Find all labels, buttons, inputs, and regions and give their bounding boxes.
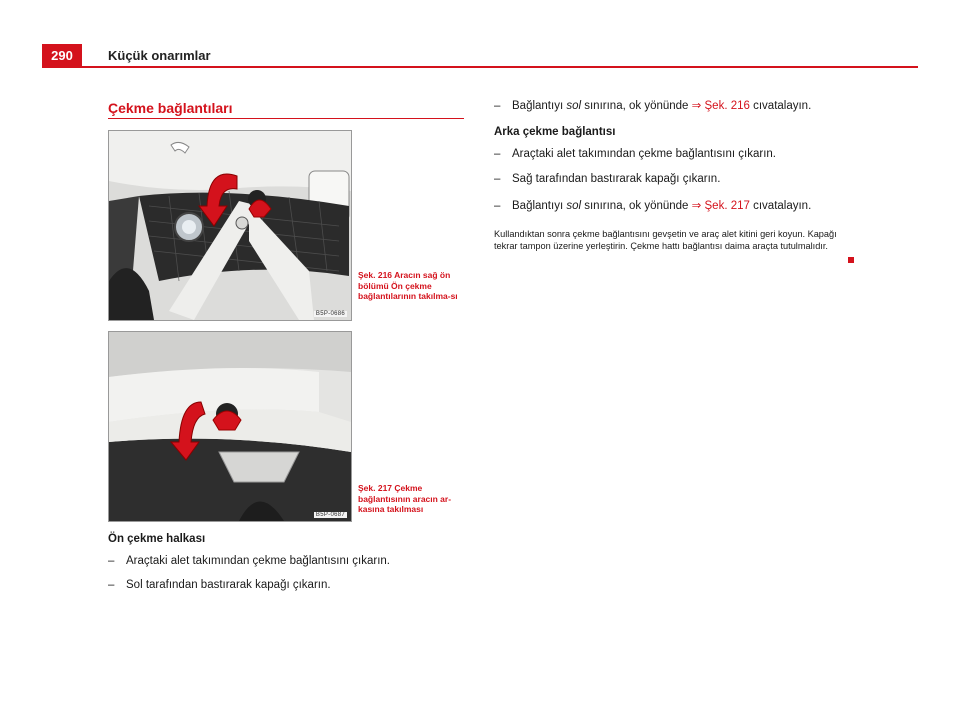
section-end-marker — [848, 257, 854, 263]
section-title: Çekme bağlantıları — [108, 100, 233, 116]
dash: – — [108, 579, 115, 591]
step-text: Araçtaki alet takımından çekme bağlantısını çıkarın. — [126, 555, 390, 567]
page-number: 290 — [42, 44, 82, 68]
step-suffix: cıvatalayın. — [749, 200, 812, 212]
figure-code: B5P-0686 — [315, 311, 345, 317]
right-step-1 — [494, 98, 811, 112]
cross-reference-arrow: ⇒ — [691, 200, 702, 212]
step-text: Sağ tarafından bastırarak kapağı çıkarın. — [512, 173, 721, 185]
step-text: Sol tarafından bastırarak kapağı çıkarın. — [126, 579, 331, 591]
figure-217-rear-tow-hook — [108, 331, 352, 522]
figure-caption: Şek. 216 Aracın sağ ön bölümü Ön çekme bağlantılarının takılma-sı — [358, 270, 458, 301]
figure-caption: Şek. 217 Çekme bağlantısının aracın ar-kasına takılması — [358, 483, 452, 514]
right-step-2 — [494, 148, 776, 160]
step-suffix: cıvatalayın. — [749, 100, 812, 112]
left-step-2 — [108, 579, 331, 591]
right-step-4 — [494, 198, 811, 212]
step-prefix: Bağlantıyı — [512, 200, 567, 212]
dash: – — [108, 555, 115, 567]
usage-note: Kullandıktan sonra çekme bağlantısını gevşetin ve araç alet kitini geri koyun. Kapağı tekrar tampon üzerine yerleştirin. Çekme hattı bağlantısı daima araçta tutulmalıdır. — [494, 229, 837, 251]
dash: – — [494, 148, 501, 160]
figure-216-front-tow-hook — [108, 130, 352, 321]
rear-bumper-illustration — [109, 332, 351, 521]
front-bumper-illustration — [109, 131, 351, 320]
rear-hook-subheading: Arka çekme bağlantısı — [494, 126, 616, 138]
figure-reference-link[interactable]: Şek. 217 — [704, 200, 750, 212]
figure-reference-link[interactable]: Şek. 216 — [704, 100, 750, 112]
dash: – — [494, 173, 501, 185]
cross-reference-arrow: ⇒ — [691, 100, 702, 112]
header-rule — [42, 66, 918, 68]
right-step-3 — [494, 173, 720, 185]
step-italic: sol — [566, 100, 582, 112]
front-hook-subheading: Ön çekme halkası — [108, 533, 206, 545]
left-step-1 — [108, 555, 390, 567]
section-rule — [108, 118, 464, 119]
chapter-title: Küçük onarımlar — [108, 48, 211, 63]
step-prefix: Bağlantıyı — [512, 100, 567, 112]
step-italic: sol — [566, 200, 582, 212]
figure-code: B5P-0687 — [315, 512, 345, 518]
step-middle: sınırına, ok yönünde — [581, 200, 692, 212]
dash: – — [494, 200, 501, 212]
step-middle: sınırına, ok yönünde — [581, 100, 692, 112]
dash: – — [494, 100, 501, 112]
step-text: Araçtaki alet takımından çekme bağlantısını çıkarın. — [512, 148, 776, 160]
